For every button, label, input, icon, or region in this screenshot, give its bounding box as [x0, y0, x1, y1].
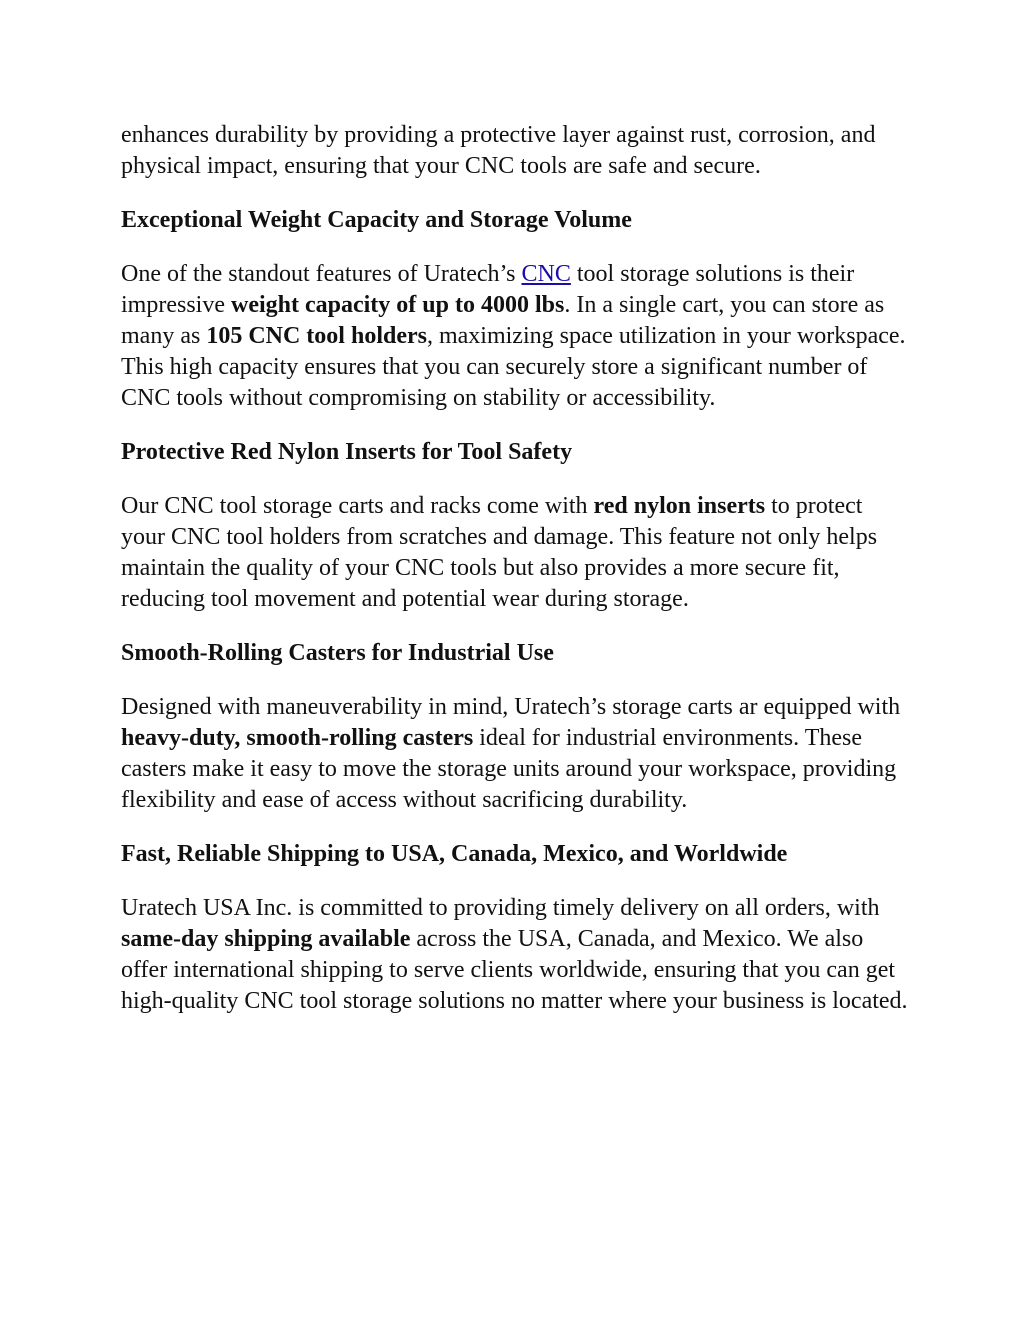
bold-same-day-shipping: same-day shipping available [121, 926, 411, 952]
paragraph-casters [121, 692, 911, 816]
paragraph-shipping [121, 893, 911, 1017]
bold-weight-capacity: weight capacity of up to 4000 lbs [230, 292, 565, 318]
text-run: to protect your CNC tool holders from scratches and damage. This feature not only helps maintain the quality of your CNC tools but also provides a more secure fit, reducing tool movement and potential wear during storage. [121, 493, 878, 612]
section-heading-weight-capacity: Exceptional Weight Capacity and Storage Volume [121, 207, 632, 233]
text-run: Our CNC tool storage carts and racks come with [121, 493, 594, 519]
paragraph-weight-capacity [121, 259, 911, 414]
text-run: One of the standout features of Uratech’s [121, 261, 522, 287]
section-heading-casters: Smooth-Rolling Casters for Industrial Use [121, 640, 554, 666]
intro-paragraph: enhances durability by providing a protective layer against rust, corrosion, and physical impact, ensuring that your CNC tools are safe and secure. [121, 122, 876, 179]
bold-casters: heavy-duty, smooth-rolling casters [121, 725, 474, 751]
cnc-link[interactable]: CNC [521, 261, 571, 287]
paragraph-nylon-inserts [121, 491, 911, 615]
section-heading-nylon-inserts: Protective Red Nylon Inserts for Tool Safety [121, 439, 573, 465]
bold-red-nylon-inserts: red nylon inserts [593, 493, 766, 519]
text-run: . In a single cart, you can store as many as [121, 292, 885, 349]
text-run: , maximizing space utilization in your workspace. This high capacity ensures that you can securely store a significant number of CNC tools without compromising on stability or accessibility. [121, 323, 906, 411]
text-run: Designed with maneuverability in mind, Uratech’s storage carts ar equipped with [121, 694, 901, 720]
text-run: Uratech USA Inc. is committed to providing timely delivery on all orders, with [121, 895, 880, 921]
text-run: tool storage solutions is their impressive [121, 261, 855, 318]
text-run: ideal for industrial environments. These casters make it easy to move the storage units around your workspace, providing flexibility and ease of access without sacrificing durability. [121, 725, 897, 813]
text-run: across the USA, Canada, and Mexico. We also offer international shipping to serve clients worldwide, ensuring that you can get high-quality CNC tool storage solutions no matter where your business is located. [121, 926, 908, 1014]
section-heading-shipping: Fast, Reliable Shipping to USA, Canada, Mexico, and Worldwide [121, 841, 788, 867]
document-page [121, 120, 911, 1040]
bold-tool-holders: 105 CNC tool holders [206, 323, 427, 349]
